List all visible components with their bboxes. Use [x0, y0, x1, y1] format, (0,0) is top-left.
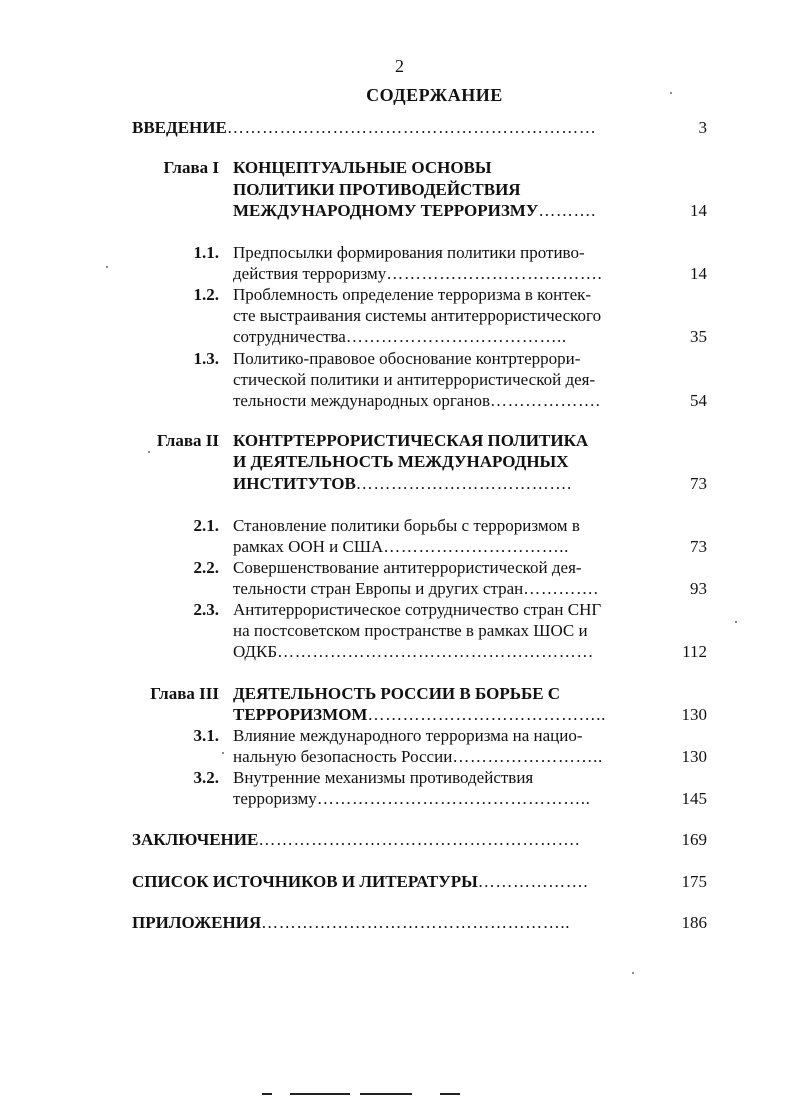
section-title-line: Проблемность определение терроризма в контек-: [233, 285, 592, 304]
section-title-last-line: [233, 537, 569, 557]
page-ref: 14: [690, 201, 707, 220]
section-title-last-line: [233, 642, 594, 662]
leader-dots: ……………………………….: [386, 264, 603, 283]
section-title-line: Предпосылки формирования политики противо-: [233, 243, 585, 262]
leader-dots: …………………………..: [383, 537, 569, 556]
scan-speck: [632, 972, 634, 974]
page-ref: 54: [690, 391, 707, 410]
section-number: 3.1.: [193, 726, 219, 745]
page-number: 2: [395, 56, 404, 76]
chapter-title-line: ИНСТИТУТОВ: [233, 474, 356, 493]
scan-speck: [670, 92, 672, 94]
page-ref: 73: [690, 474, 707, 493]
section-title-line: рамках ООН и США: [233, 537, 384, 556]
bottom-edge-mark: [360, 1093, 412, 1095]
section-title-line: Совершенствование антитеррористической дея-: [233, 558, 582, 577]
section-title-line: сотрудничества: [233, 327, 346, 346]
section-title-last-line: [233, 789, 591, 809]
section-title-line: на постсоветском пространстве в рамках ШОС и: [233, 621, 588, 640]
chapter-title-line: КОНТРТЕРРОРИСТИЧЕСКАЯ ПОЛИТИКА: [233, 431, 589, 450]
leader-dots: ……………………………………………….: [258, 830, 580, 849]
entry-label: ПРИЛОЖЕНИЯ: [132, 913, 262, 932]
section-title-line: сте выстраивания системы антитеррористического: [233, 306, 602, 325]
section-title-last-line: [233, 391, 600, 411]
toc-entry-sources: [132, 872, 588, 892]
chapter-title-line: ПОЛИТИКИ ПРОТИВОДЕЙСТВИЯ: [233, 180, 521, 199]
section-number: 2.1.: [193, 516, 219, 535]
leader-dots: ……………….: [489, 391, 601, 410]
section-title-last-line: [233, 579, 598, 599]
section-title-line: тельности международных органов: [233, 391, 490, 410]
chapter-label: Глава III: [150, 684, 219, 703]
scan-speck: [222, 752, 224, 754]
section-title-line: терроризму: [233, 789, 317, 808]
section-title-line: Внутренние механизмы противодействия: [233, 768, 534, 787]
section-title-last-line: [233, 747, 603, 767]
toc-title: СОДЕРЖАНИЕ: [366, 85, 503, 105]
page-ref: 169: [681, 830, 707, 849]
bottom-edge-mark: [290, 1093, 350, 1095]
page-ref: 130: [681, 705, 707, 724]
section-title-line: Политико-правовое обоснование контртеррори-: [233, 349, 581, 368]
chapter-title-last-line: [233, 201, 596, 221]
section-title-line: Антитеррористическое сотрудничество стран СНГ: [233, 600, 602, 619]
section-title-line: действия терроризму: [233, 264, 387, 283]
leader-dots: ………….: [523, 579, 599, 598]
scan-speck: [735, 621, 737, 623]
entry-label: ВВЕДЕНИЕ: [132, 118, 227, 137]
leader-dots: ……….: [538, 201, 596, 220]
page-ref: 112: [682, 642, 707, 661]
page-ref: 93: [690, 579, 707, 598]
scan-speck: [106, 266, 108, 268]
chapter-title-last-line: [233, 705, 606, 725]
chapter-title-line: КОНЦЕПТУАЛЬНЫЕ ОСНОВЫ: [233, 158, 492, 177]
leader-dots: ……………………………….: [355, 474, 572, 493]
leader-dots: ………………………………………………: [277, 642, 594, 661]
leader-dots: ……………………..: [452, 747, 603, 766]
entry-label: ЗАКЛЮЧЕНИЕ: [132, 830, 259, 849]
leader-dots: ………………………………………………………: [226, 118, 597, 137]
section-title-line: Становление политики борьбы с терроризмом в: [233, 516, 580, 535]
entry-label: СПИСОК ИСТОЧНИКОВ И ЛИТЕРАТУРЫ: [132, 872, 478, 891]
section-title-last-line: [233, 327, 567, 347]
page-ref: 73: [690, 537, 707, 556]
section-title-line: Влияние международного терроризма на нацио-: [233, 726, 583, 745]
toc-entry-introduction: [132, 118, 596, 138]
bottom-edge-mark: [440, 1093, 460, 1095]
chapter-title-line: ТЕРРОРИЗМОМ: [233, 705, 368, 724]
page-ref: 3: [698, 118, 707, 137]
section-number: 1.3.: [193, 349, 219, 368]
section-number: 1.1.: [193, 243, 219, 262]
page-ref: 186: [681, 913, 707, 932]
page-ref: 35: [690, 327, 707, 346]
page-ref: 14: [690, 264, 707, 283]
toc-entry-appendix: [132, 913, 570, 933]
chapter-title-last-line: [233, 474, 572, 494]
leader-dots: ………………………………..: [345, 327, 567, 346]
leader-dots: …………………………………..: [367, 705, 606, 724]
toc-entry-conclusion: [132, 830, 580, 850]
chapter-title-line: МЕЖДУНАРОДНОМУ ТЕРРОРИЗМУ: [233, 201, 539, 220]
page-ref: 130: [681, 747, 707, 766]
page-ref: 175: [681, 872, 707, 891]
section-title-line: нальную безопасность России: [233, 747, 453, 766]
chapter-title-line: И ДЕЯТЕЛЬНОСТЬ МЕЖДУНАРОДНЫХ: [233, 452, 569, 471]
section-title-last-line: [233, 264, 602, 284]
section-title-line: тельности стран Европы и других стран: [233, 579, 524, 598]
section-number: 2.2.: [193, 558, 219, 577]
chapter-title-line: ДЕЯТЕЛЬНОСТЬ РОССИИ В БОРЬБЕ С: [233, 684, 561, 703]
page-ref: 145: [681, 789, 707, 808]
section-number: 3.2.: [193, 768, 219, 787]
section-title-line: ОДКБ: [233, 642, 278, 661]
chapter-label: Глава I: [163, 158, 219, 177]
scan-speck: [148, 451, 150, 453]
bottom-edge-mark: [262, 1093, 272, 1095]
section-number: 1.2.: [193, 285, 219, 304]
chapter-label: Глава II: [156, 431, 219, 450]
section-number: 2.3.: [193, 600, 219, 619]
section-title-line: стической политики и антитеррористической дея-: [233, 370, 596, 389]
leader-dots: ………………………………………..: [316, 789, 591, 808]
leader-dots: ……………….: [477, 872, 589, 891]
leader-dots: ……………………………………………..: [261, 913, 571, 932]
